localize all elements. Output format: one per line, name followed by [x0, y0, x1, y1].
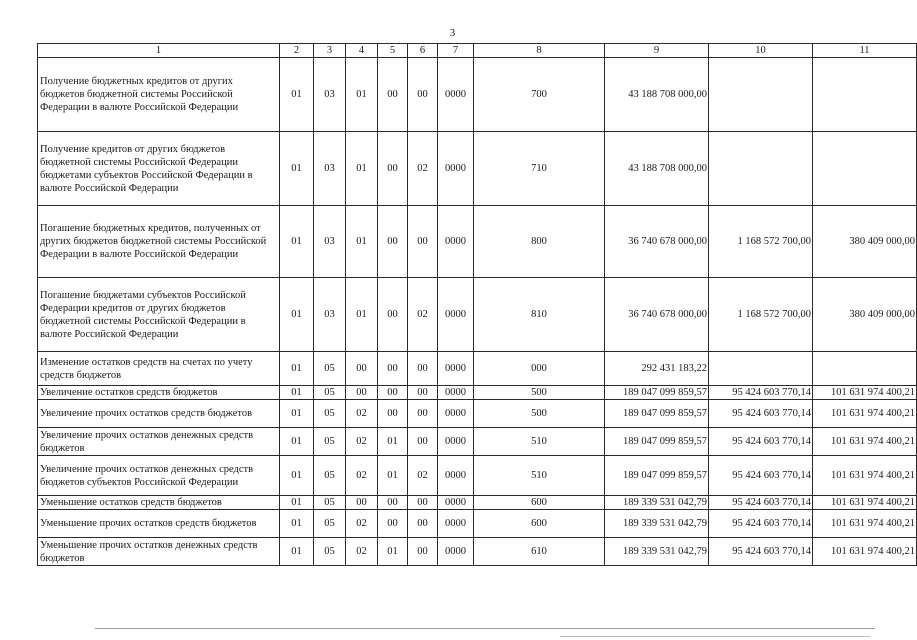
table-cell: 03 [314, 58, 346, 132]
table-cell: 00 [408, 352, 438, 386]
table-cell: 0000 [438, 386, 474, 400]
table-row [38, 278, 917, 352]
row-description: Изменение остатков средств на счетах по учету средств бюджетов [38, 352, 280, 386]
table-cell: 189 047 099 859,57 [605, 456, 709, 496]
table-row [38, 386, 917, 400]
table-cell [813, 132, 917, 206]
table-cell: 0000 [438, 132, 474, 206]
table-row [38, 510, 917, 538]
table-cell: 03 [314, 132, 346, 206]
column-header: 3 [314, 44, 346, 58]
table-cell: 02 [346, 400, 378, 428]
table-cell: 710 [474, 132, 605, 206]
table-cell: 700 [474, 58, 605, 132]
table-cell: 810 [474, 278, 605, 352]
table-cell: 05 [314, 456, 346, 496]
table-cell: 05 [314, 538, 346, 566]
table-cell: 05 [314, 386, 346, 400]
table-cell [709, 58, 813, 132]
table-cell: 101 631 974 400,21 [813, 456, 917, 496]
table-cell: 0000 [438, 510, 474, 538]
table-cell: 00 [378, 352, 408, 386]
table-cell: 00 [408, 538, 438, 566]
column-header: 1 [38, 44, 280, 58]
table-cell: 0000 [438, 538, 474, 566]
table-cell: 0000 [438, 352, 474, 386]
table-cell: 600 [474, 496, 605, 510]
table-cell: 189 047 099 859,57 [605, 428, 709, 456]
column-header: 7 [438, 44, 474, 58]
table-cell: 0000 [438, 400, 474, 428]
table-cell: 1 168 572 700,00 [709, 278, 813, 352]
table-cell: 189 047 099 859,57 [605, 386, 709, 400]
table-cell: 00 [408, 428, 438, 456]
table-cell: 00 [346, 352, 378, 386]
table-cell: 01 [280, 386, 314, 400]
table-cell: 01 [280, 58, 314, 132]
table-cell: 01 [280, 278, 314, 352]
table-cell: 02 [346, 510, 378, 538]
table-cell: 01 [280, 352, 314, 386]
table-cell [813, 352, 917, 386]
table-cell: 00 [378, 510, 408, 538]
table-row [38, 206, 917, 278]
table-cell: 95 424 603 770,14 [709, 496, 813, 510]
table-cell: 00 [408, 510, 438, 538]
column-header: 6 [408, 44, 438, 58]
row-description: Уменьшение остатков средств бюджетов [38, 496, 280, 510]
table-cell: 01 [346, 206, 378, 278]
table-cell: 02 [408, 456, 438, 496]
table-cell: 01 [378, 538, 408, 566]
table-cell: 02 [408, 278, 438, 352]
table-cell: 36 740 678 000,00 [605, 206, 709, 278]
table-cell: 380 409 000,00 [813, 278, 917, 352]
table-cell: 02 [346, 538, 378, 566]
table-cell: 610 [474, 538, 605, 566]
budget-sources-table [37, 43, 917, 566]
table-cell: 189 339 531 042,79 [605, 496, 709, 510]
table-cell: 95 424 603 770,14 [709, 400, 813, 428]
table-cell: 01 [280, 496, 314, 510]
scan-line [95, 628, 875, 629]
table-cell: 01 [280, 510, 314, 538]
table-cell [813, 58, 917, 132]
table-cell: 00 [378, 386, 408, 400]
table-cell: 01 [378, 428, 408, 456]
table-cell: 0000 [438, 206, 474, 278]
row-description: Получение кредитов от других бюджетов бюджетной системы Российской Федерации бюджетами субъектов Российской Федерации в валюте Российской Федерации [38, 132, 280, 206]
table-cell: 101 631 974 400,21 [813, 496, 917, 510]
table-row [38, 132, 917, 206]
table-cell: 101 631 974 400,21 [813, 386, 917, 400]
table-cell: 101 631 974 400,21 [813, 510, 917, 538]
table-cell: 00 [378, 496, 408, 510]
table-cell: 510 [474, 428, 605, 456]
table-cell: 05 [314, 352, 346, 386]
table-cell: 189 339 531 042,79 [605, 510, 709, 538]
table-cell: 05 [314, 496, 346, 510]
table-cell: 01 [280, 428, 314, 456]
table-cell: 02 [346, 456, 378, 496]
table-cell: 189 047 099 859,57 [605, 400, 709, 428]
row-description: Увеличение прочих остатков денежных средств бюджетов субъектов Российской Федерации [38, 456, 280, 496]
table-row [38, 496, 917, 510]
table-cell: 95 424 603 770,14 [709, 386, 813, 400]
column-header: 2 [280, 44, 314, 58]
table-cell: 95 424 603 770,14 [709, 510, 813, 538]
scan-line [560, 636, 870, 637]
column-header: 10 [709, 44, 813, 58]
table-cell: 01 [280, 400, 314, 428]
table-row [38, 400, 917, 428]
header-row [38, 44, 917, 58]
table-row [38, 456, 917, 496]
table-cell: 95 424 603 770,14 [709, 538, 813, 566]
column-header: 9 [605, 44, 709, 58]
table-row [38, 428, 917, 456]
table-cell: 00 [346, 496, 378, 510]
table-cell: 95 424 603 770,14 [709, 428, 813, 456]
column-header: 5 [378, 44, 408, 58]
table-cell: 0000 [438, 58, 474, 132]
table-cell: 500 [474, 400, 605, 428]
table-cell: 00 [408, 496, 438, 510]
table-cell: 01 [346, 278, 378, 352]
table-cell: 00 [408, 58, 438, 132]
table-cell: 03 [314, 278, 346, 352]
row-description: Погашение бюджетами субъектов Российской Федерации кредитов от других бюджетов бюджетной системы Российской Федерации в валюте Российской Федерации [38, 278, 280, 352]
table-cell: 01 [378, 456, 408, 496]
table-cell [709, 132, 813, 206]
table-cell: 95 424 603 770,14 [709, 456, 813, 496]
table-cell: 03 [314, 206, 346, 278]
row-description: Погашение бюджетных кредитов, полученных от других бюджетов бюджетной системы Российской Федерации в валюте Российской Федерации [38, 206, 280, 278]
column-header: 11 [813, 44, 917, 58]
table-cell: 000 [474, 352, 605, 386]
table-cell: 189 339 531 042,79 [605, 538, 709, 566]
table-cell: 00 [408, 400, 438, 428]
table-cell: 600 [474, 510, 605, 538]
table-cell: 00 [378, 278, 408, 352]
table-cell: 05 [314, 428, 346, 456]
row-description: Увеличение прочих остатков денежных средств бюджетов [38, 428, 280, 456]
table-cell: 01 [346, 58, 378, 132]
table-cell: 02 [408, 132, 438, 206]
table-cell: 05 [314, 510, 346, 538]
table-row [38, 58, 917, 132]
table-cell: 0000 [438, 428, 474, 456]
table-cell: 01 [280, 206, 314, 278]
table-cell: 00 [378, 132, 408, 206]
table-cell: 00 [378, 400, 408, 428]
table-cell: 01 [280, 132, 314, 206]
table-row [38, 538, 917, 566]
row-description: Уменьшение прочих остатков средств бюджетов [38, 510, 280, 538]
table-cell: 00 [378, 58, 408, 132]
table-cell: 500 [474, 386, 605, 400]
table-cell: 0000 [438, 278, 474, 352]
table-cell: 01 [280, 456, 314, 496]
table-cell: 510 [474, 456, 605, 496]
table-cell: 01 [280, 538, 314, 566]
table-cell [709, 352, 813, 386]
row-description: Получение бюджетных кредитов от других бюджетов бюджетной системы Российской Федерации в валюте Российской Федерации [38, 58, 280, 132]
table-cell: 43 188 708 000,00 [605, 132, 709, 206]
table-cell: 02 [346, 428, 378, 456]
row-description: Уменьшение прочих остатков денежных средств бюджетов [38, 538, 280, 566]
table-cell: 00 [346, 386, 378, 400]
table-cell: 00 [408, 386, 438, 400]
table-cell: 01 [346, 132, 378, 206]
table-cell: 380 409 000,00 [813, 206, 917, 278]
table-cell: 00 [408, 206, 438, 278]
table-row [38, 352, 917, 386]
row-description: Увеличение остатков средств бюджетов [38, 386, 280, 400]
table-cell: 0000 [438, 496, 474, 510]
table-cell: 101 631 974 400,21 [813, 428, 917, 456]
table-cell: 292 431 183,22 [605, 352, 709, 386]
table-cell: 0000 [438, 456, 474, 496]
column-header: 8 [474, 44, 605, 58]
column-header: 4 [346, 44, 378, 58]
table-cell: 101 631 974 400,21 [813, 400, 917, 428]
table-cell: 800 [474, 206, 605, 278]
table-cell: 05 [314, 400, 346, 428]
page-number: 3 [449, 27, 456, 39]
table-cell: 00 [378, 206, 408, 278]
table-cell: 36 740 678 000,00 [605, 278, 709, 352]
table-cell: 43 188 708 000,00 [605, 58, 709, 132]
table-cell: 101 631 974 400,21 [813, 538, 917, 566]
row-description: Увеличение прочих остатков средств бюджетов [38, 400, 280, 428]
table-cell: 1 168 572 700,00 [709, 206, 813, 278]
